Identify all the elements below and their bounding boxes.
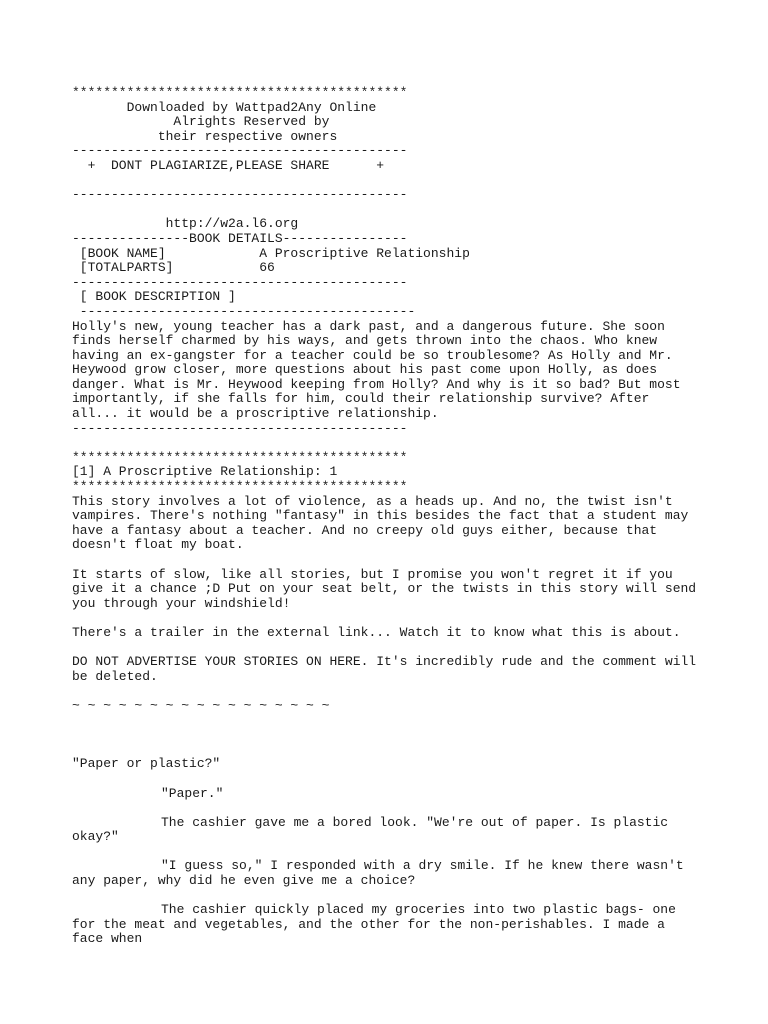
story-paragraph: The cashier gave me a bored look. "We're out of paper. Is plastic okay?" xyxy=(72,814,676,845)
book-name-row: [BOOK NAME] A Proscriptive Relationship xyxy=(72,245,470,261)
author-note: This story involves a lot of violence, as a heads up. And no, the twist isn't vampires. There's nothing "fantasy" in this besides the fact that a student may have a fantasy about a teacher. And no creepy old guys either, because that doesn't float my boat. xyxy=(72,493,697,553)
spacer xyxy=(72,743,712,758)
spacer xyxy=(72,611,712,626)
spacer xyxy=(72,728,712,743)
divider: ------------------------------------------- xyxy=(72,420,408,436)
plagiarize-notice: + DONT PLAGIARIZE,PLEASE SHARE + xyxy=(72,157,385,173)
document-page xyxy=(72,86,712,947)
story-paragraph: "I guess so," I responded with a dry smile. If he knew there wasn't any paper, why did he even give me a choice? xyxy=(72,858,692,889)
chapter-title: [1] A Proscriptive Relationship: 1 xyxy=(72,464,338,480)
divider: ------------------------------------------- xyxy=(72,303,416,319)
spacer xyxy=(72,684,712,699)
spacer xyxy=(72,845,712,860)
scene-separator: ~ ~ ~ ~ ~ ~ ~ ~ ~ ~ ~ ~ ~ ~ ~ ~ ~ xyxy=(72,697,330,713)
divider: ------------------------------------------- xyxy=(72,187,408,203)
story-paragraph: "Paper or plastic?" xyxy=(72,756,221,772)
author-note: It starts of slow, like all stories, but I promise you won't regret it if you give it a chance ;D Put on your seat belt, or the twists in this story will send you through your windshield! xyxy=(72,566,704,611)
divider: ------------------------------------------- xyxy=(72,274,408,290)
spacer xyxy=(72,889,712,904)
story-paragraph: "Paper." xyxy=(161,785,224,801)
chapter-stars: ******************************************* xyxy=(72,479,408,495)
author-note: There's a trailer in the external link... Watch it to know what this is about. xyxy=(72,624,681,640)
header-stars: ******************************************* xyxy=(72,85,408,100)
rights-line: Alrights Reserved by xyxy=(72,114,330,130)
total-parts-row: [TOTALPARTS] 66 xyxy=(72,260,275,276)
book-details-heading: ---------------BOOK DETAILS---------------- xyxy=(72,230,408,246)
divider: ------------------------------------------- xyxy=(72,143,408,159)
spacer xyxy=(72,714,712,729)
spacer xyxy=(72,772,712,787)
author-note: DO NOT ADVERTISE YOUR STORIES ON HERE. It's incredibly rude and the comment will be deleted. xyxy=(72,654,704,684)
chapter-stars: ******************************************* xyxy=(72,449,408,465)
spacer xyxy=(72,641,712,656)
downloaded-by-line: Downloaded by Wattpad2Any Online xyxy=(72,99,377,115)
book-description: Holly's new, young teacher has a dark past, and a dangerous future. She soon finds herself charmed by his ways, and gets thrown into the chaos. Who knew having an ex-gangster for a teacher could be so troublesome? As Holly and Mr. Heywood grow closer, more questions about his past come upon Holly, as does danger. What is Mr. Heywood keeping from Holly? And why is it so bad? But most importantly, if she falls for him, could their relationship survive? After all... it would be a proscriptive relationship. xyxy=(72,318,689,422)
spacer xyxy=(72,174,712,189)
owners-line: their respective owners xyxy=(72,128,338,144)
spacer xyxy=(72,436,712,451)
spacer xyxy=(72,801,712,816)
book-description-heading: [ BOOK DESCRIPTION ] xyxy=(72,289,236,305)
spacer xyxy=(72,203,712,218)
site-url: http://w2a.l6.org xyxy=(72,216,299,232)
story-paragraph: The cashier quickly placed my groceries into two plastic bags- one for the meat and vegetables, and the other for the non-perishables. I made a face when xyxy=(72,902,684,947)
spacer xyxy=(72,553,712,568)
